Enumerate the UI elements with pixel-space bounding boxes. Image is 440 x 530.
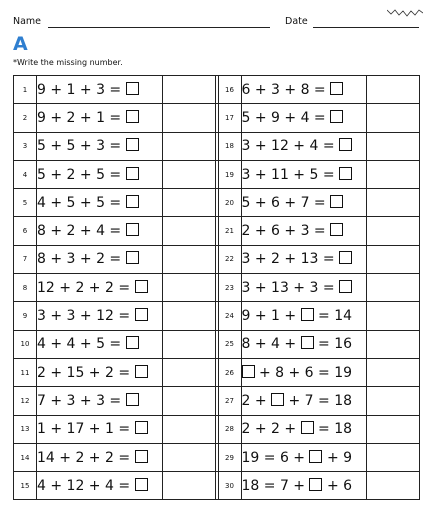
- problem-number: 14: [14, 443, 37, 471]
- answer-box[interactable]: [135, 308, 148, 321]
- problem-number: 17: [218, 104, 241, 132]
- problem-equation: [241, 189, 367, 217]
- answer-box[interactable]: [339, 280, 352, 293]
- answer-box[interactable]: [126, 167, 139, 180]
- problem-equation: [37, 245, 163, 273]
- answer-cell[interactable]: [367, 274, 420, 302]
- problem-equation: [241, 358, 367, 386]
- equation-text: 7 + 3 + 3 =: [37, 392, 126, 409]
- answer-box[interactable]: [301, 308, 314, 321]
- problem-equation: [37, 358, 163, 386]
- problem-number: 3: [14, 132, 37, 160]
- answer-cell[interactable]: [162, 76, 215, 104]
- answer-box[interactable]: [330, 223, 343, 236]
- answer-box[interactable]: [242, 365, 255, 378]
- equation-text: 3 + 3 + 12 =: [37, 308, 135, 325]
- answer-cell[interactable]: [367, 76, 420, 104]
- table-row: [14, 217, 420, 245]
- problem-equation: [241, 245, 367, 273]
- answer-box[interactable]: [330, 82, 343, 95]
- answer-box[interactable]: [339, 251, 352, 264]
- answer-box[interactable]: [339, 167, 352, 180]
- equation-text: 3 + 11 + 5 =: [241, 166, 340, 183]
- answer-cell[interactable]: [367, 104, 420, 132]
- table-row: [14, 245, 420, 273]
- answer-cell[interactable]: [367, 132, 420, 160]
- problem-number: 24: [218, 302, 241, 330]
- answer-cell[interactable]: [162, 160, 215, 188]
- problem-equation: [241, 443, 367, 471]
- equation-text: 4 + 5 + 5 =: [37, 194, 126, 211]
- problem-equation: [37, 443, 163, 471]
- answer-box[interactable]: [135, 478, 148, 491]
- problem-equation: [241, 472, 367, 500]
- answer-cell[interactable]: [162, 472, 215, 500]
- problem-number: 28: [218, 415, 241, 443]
- equation-text: 12 + 2 + 2 =: [37, 279, 135, 296]
- equation-text: 2 +: [241, 392, 272, 409]
- equation-text: 5 + 9 + 4 =: [241, 109, 331, 126]
- date-field[interactable]: [313, 27, 419, 28]
- problem-number: 26: [218, 358, 241, 386]
- worksheet-letter: A: [13, 33, 28, 55]
- equation-text: 9 + 1 + 3 =: [37, 81, 126, 98]
- answer-box[interactable]: [126, 223, 139, 236]
- equation-text: 3 + 2 + 13 =: [241, 251, 340, 268]
- problem-number: 16: [218, 76, 241, 104]
- answer-box[interactable]: [126, 138, 139, 151]
- problem-equation: [241, 132, 367, 160]
- equation-text: 8 + 2 + 4 =: [37, 223, 126, 240]
- instruction-text: *Write the missing number.: [13, 58, 123, 67]
- answer-box[interactable]: [309, 450, 322, 463]
- answer-cell[interactable]: [367, 358, 420, 386]
- problem-number: 4: [14, 160, 37, 188]
- problem-equation: [37, 302, 163, 330]
- problem-number: 6: [14, 217, 37, 245]
- equation-text: = 18: [318, 421, 353, 438]
- problem-number: 13: [14, 415, 37, 443]
- answer-cell[interactable]: [162, 189, 215, 217]
- problems-table: [13, 75, 420, 500]
- problem-number: 29: [218, 443, 241, 471]
- equation-text: 5 + 5 + 3 =: [37, 138, 126, 155]
- equation-text: 5 + 2 + 5 =: [37, 166, 126, 183]
- problem-equation: [241, 217, 367, 245]
- equation-text: = 14: [318, 308, 353, 325]
- problem-number: 11: [14, 358, 37, 386]
- equation-text: + 7 = 18: [288, 392, 353, 409]
- problem-equation: [37, 387, 163, 415]
- problem-number: 10: [14, 330, 37, 358]
- problem-number: 2: [14, 104, 37, 132]
- equation-text: 9 + 2 + 1 =: [37, 109, 126, 126]
- problem-equation: [241, 274, 367, 302]
- answer-cell[interactable]: [367, 189, 420, 217]
- table-row: [14, 415, 420, 443]
- name-field[interactable]: [48, 27, 270, 28]
- problem-number: 1: [14, 76, 37, 104]
- date-label: Date: [285, 16, 308, 27]
- problem-equation: [241, 387, 367, 415]
- equation-text: 3 + 13 + 3 =: [241, 279, 340, 296]
- equation-text: 2 + 15 + 2 =: [37, 364, 135, 381]
- problem-number: 30: [218, 472, 241, 500]
- problem-number: 25: [218, 330, 241, 358]
- table-row: [14, 330, 420, 358]
- answer-box[interactable]: [330, 110, 343, 123]
- equation-text: 2 + 2 +: [241, 421, 301, 438]
- answer-cell[interactable]: [162, 302, 215, 330]
- problem-number: 27: [218, 387, 241, 415]
- answer-box[interactable]: [301, 421, 314, 434]
- problem-number: 8: [14, 274, 37, 302]
- answer-box[interactable]: [135, 365, 148, 378]
- answer-box[interactable]: [135, 450, 148, 463]
- answer-box[interactable]: [301, 336, 314, 349]
- answer-box[interactable]: [330, 195, 343, 208]
- problem-equation: [37, 217, 163, 245]
- table-row: [14, 358, 420, 386]
- problem-equation: [241, 76, 367, 104]
- problem-number: 20: [218, 189, 241, 217]
- table-row: [14, 387, 420, 415]
- problem-equation: [241, 415, 367, 443]
- problem-equation: [37, 104, 163, 132]
- answer-cell[interactable]: [162, 132, 215, 160]
- equation-text: 18 = 7 +: [241, 477, 310, 494]
- answer-box[interactable]: [126, 82, 139, 95]
- table-row: [14, 472, 420, 500]
- problem-equation: [37, 415, 163, 443]
- problem-equation: [37, 76, 163, 104]
- table-row: [14, 443, 420, 471]
- problem-equation: [37, 160, 163, 188]
- equation-text: 8 + 4 +: [241, 336, 301, 353]
- problem-number: 5: [14, 189, 37, 217]
- problem-number: 22: [218, 245, 241, 273]
- equation-text: 14 + 2 + 2 =: [37, 449, 135, 466]
- answer-cell[interactable]: [162, 330, 215, 358]
- answer-box[interactable]: [135, 421, 148, 434]
- answer-box[interactable]: [339, 138, 352, 151]
- problem-number: 18: [218, 132, 241, 160]
- equation-text: 8 + 3 + 2 =: [37, 251, 126, 268]
- answer-cell[interactable]: [162, 443, 215, 471]
- equation-text: 19 = 6 +: [241, 449, 310, 466]
- equation-text: = 16: [318, 336, 353, 353]
- equation-text: 4 + 12 + 4 =: [37, 477, 135, 494]
- name-label: Name: [13, 16, 42, 27]
- answer-box[interactable]: [126, 110, 139, 123]
- problem-equation: [241, 160, 367, 188]
- problem-number: 23: [218, 274, 241, 302]
- equation-text: 2 + 6 + 3 =: [241, 223, 331, 240]
- answer-box[interactable]: [309, 478, 322, 491]
- answer-cell[interactable]: [367, 330, 420, 358]
- problem-equation: [37, 330, 163, 358]
- answer-box[interactable]: [126, 393, 139, 406]
- table-row: [14, 274, 420, 302]
- table-row: [14, 302, 420, 330]
- problem-equation: [37, 189, 163, 217]
- answer-cell[interactable]: [367, 472, 420, 500]
- equation-text: + 8 + 6 = 19: [258, 364, 353, 381]
- equation-text: 6 + 3 + 8 =: [241, 81, 331, 98]
- problem-number: 12: [14, 387, 37, 415]
- equation-text: 9 + 1 +: [241, 308, 301, 325]
- answer-cell[interactable]: [162, 104, 215, 132]
- answer-box[interactable]: [126, 251, 139, 264]
- equation-text: 5 + 6 + 7 =: [241, 194, 331, 211]
- problem-number: 21: [218, 217, 241, 245]
- problem-number: 15: [14, 472, 37, 500]
- problem-number: 19: [218, 160, 241, 188]
- answer-box[interactable]: [271, 393, 284, 406]
- answer-cell[interactable]: [162, 217, 215, 245]
- answer-cell[interactable]: [162, 415, 215, 443]
- answer-box[interactable]: [126, 195, 139, 208]
- problem-equation: [241, 330, 367, 358]
- answer-cell[interactable]: [367, 160, 420, 188]
- problem-equation: [37, 274, 163, 302]
- problem-number: 7: [14, 245, 37, 273]
- problem-number: 9: [14, 302, 37, 330]
- starburst-badge-icon: [387, 4, 423, 20]
- answer-cell[interactable]: [367, 217, 420, 245]
- problem-equation: [37, 472, 163, 500]
- equation-text: 1 + 17 + 1 =: [37, 421, 135, 438]
- equation-text: 4 + 4 + 5 =: [37, 336, 126, 353]
- table-row: [14, 160, 420, 188]
- answer-cell[interactable]: [162, 358, 215, 386]
- answer-cell[interactable]: [162, 387, 215, 415]
- equation-text: + 6: [326, 477, 353, 494]
- worksheet-header: [13, 10, 423, 30]
- answer-cell[interactable]: [367, 302, 420, 330]
- table-row: [14, 132, 420, 160]
- answer-cell[interactable]: [162, 245, 215, 273]
- answer-cell[interactable]: [367, 415, 420, 443]
- answer-cell[interactable]: [367, 387, 420, 415]
- equation-text: 3 + 12 + 4 =: [241, 138, 340, 155]
- answer-cell[interactable]: [162, 274, 215, 302]
- table-row: [14, 76, 420, 104]
- problem-equation: [241, 302, 367, 330]
- answer-box[interactable]: [135, 280, 148, 293]
- answer-box[interactable]: [126, 336, 139, 349]
- answer-cell[interactable]: [367, 245, 420, 273]
- equation-text: + 9: [326, 449, 353, 466]
- problem-equation: [37, 132, 163, 160]
- table-row: [14, 104, 420, 132]
- answer-cell[interactable]: [367, 443, 420, 471]
- problem-equation: [241, 104, 367, 132]
- table-row: [14, 189, 420, 217]
